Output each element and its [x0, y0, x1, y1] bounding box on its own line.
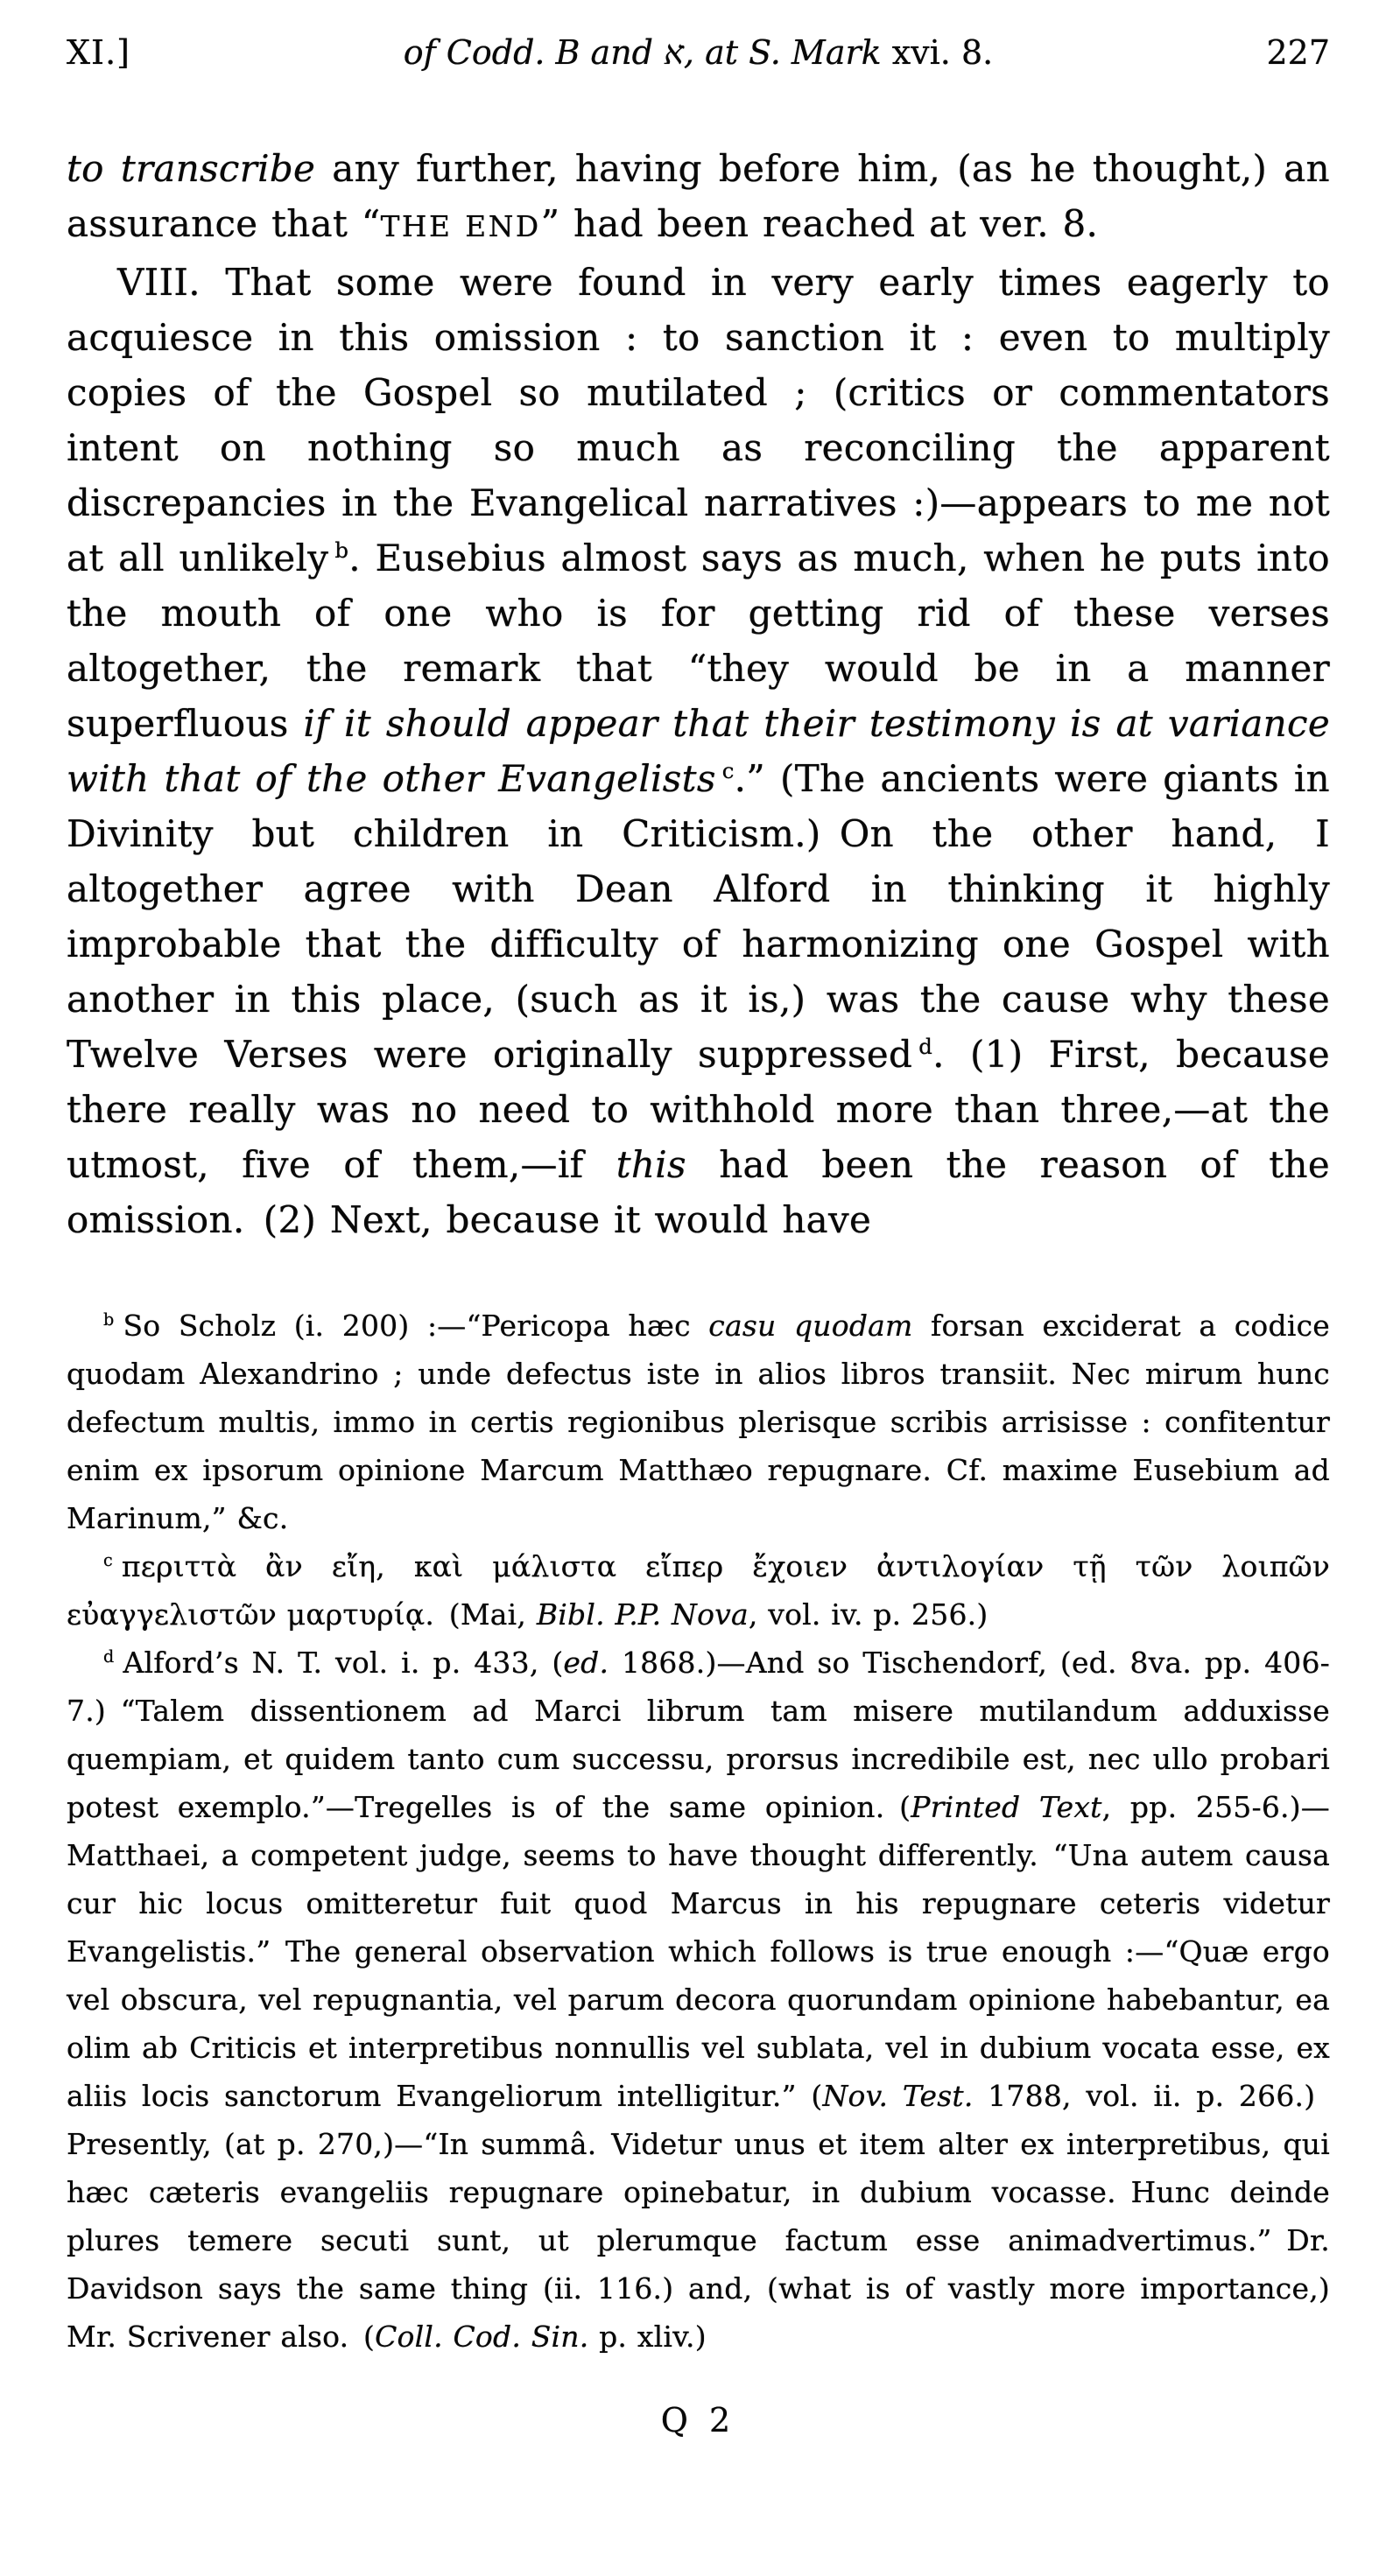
footnotes: [67, 1302, 1330, 2361]
text-run: if it should appear that their testimony is at variance with that of the other Evangelists: [67, 702, 1331, 800]
footnote: [67, 1639, 1330, 2361]
header-running-title: [172, 33, 1225, 73]
body-text: [67, 141, 1330, 1247]
footnote-marker: c: [103, 1550, 113, 1570]
text-run: , pp. 255-6.)—Matthaei, a competent judge, seems to have thought differently. “Una autem causa cur hic locus omitteretur fuit quod Marcus in his repugnare ceteris videtur Evangelistis.” The general observation which follows is true enough :—“Quæ ergo vel obscura, vel repugnantia, vel parum decora quorundam opinione habebantur, ea olim ab Criticis et interpretibus nonnullis vel sublata, vel in dubium vocata esse, ex aliis locis sanctorum Evangeliorum intelligitur.” (: [67, 1790, 1330, 2113]
text-run: casu quodam: [708, 1309, 913, 1343]
footnote-ref: b: [334, 537, 349, 563]
footnote-ref: d: [918, 1034, 933, 1059]
footnote: [67, 1302, 1330, 1542]
paragraph: [67, 141, 1330, 255]
page-header: [67, 33, 1330, 73]
text-run: Nov. Test.: [822, 2079, 974, 2113]
text-run: any further, having before him, (as he thought,) an assurance that “: [67, 147, 1330, 245]
text-run: 1788, vol. ii. p. 266.) Presently, (at p. 270,)—“In summâ. Videtur unus et item alter ex interpretibus, qui hæc cæteris evangeliis repugnare opinebatur, in dubium vocasse. Hunc deinde plures temere secuti sunt, ut plerumque factum esse animadvertimus.” Dr. Davidson says the same thing (ii. 116.) and, (what is of vastly more importance,) Mr. Scrivener also. (: [67, 2079, 1330, 2354]
text-run: Alford’s N. T. vol. i. p. 433, (: [123, 1646, 564, 1680]
running-title-verse: xvi. 8.: [881, 33, 994, 72]
text-run: ” had been reached at ver. 8.: [540, 202, 1099, 245]
text-run: .” (The ancients were giants in Divinity but children in Criticism.) On the other hand, I altogether agree with Dean Alford in thinking it highly improbable that the difficulty of harmonizing one Gospel with another in this place, (such as it is,) was the cause why these Twelve Verses were originally suppressed: [67, 757, 1330, 1076]
text-run: Bibl. P.P. Nova: [536, 1597, 749, 1632]
header-section-number: XI.]: [67, 33, 130, 72]
text-run: this: [616, 1143, 686, 1186]
signature-mark: Q 2: [660, 2401, 736, 2439]
footnote-marker: d: [103, 1646, 115, 1667]
footnote: [67, 1542, 1330, 1639]
text-run: . Eusebius almost says as much, when he puts into the mouth of one who is for getting rid of these verses altogether, the remark that “they would be in a manner superfluous: [67, 537, 1330, 745]
text-run: had been the reason of the omission. (2) Next, because it would have: [67, 1143, 1330, 1241]
text-run: ed.: [563, 1646, 609, 1680]
text-run: THE END: [380, 210, 541, 243]
header-page-number: 227: [1266, 33, 1330, 72]
text-run: Coll. Cod. Sin.: [375, 2320, 589, 2354]
footnote-marker: b: [103, 1309, 115, 1330]
text-run: forsan exciderat a codice quodam Alexandrino ; unde defectus iste in alios libros transiit. Nec mirum hunc defectum multis, immo in certis regionibus plerisque scribis arrisisse : confitentur enim ex ipsorum opinione Marcum Matthæo repugnare. Cf. maxime Eusebium ad Marinum,” &c.: [67, 1309, 1330, 1535]
paragraph: [67, 255, 1330, 1247]
text-run: VIII. That some were found in very early times eagerly to acquiesce in this omission : to sanction it : even to multiply copies of the Gospel so mutilated ; (critics or commentators intent on nothing so much as reconciling the apparent discrepancies in the Evangelical narratives :)—appears to me not at all unlikely: [67, 261, 1330, 579]
footnote-ref: c: [721, 758, 735, 783]
text-run: Printed Text: [911, 1790, 1102, 1824]
text-run: . (1) First, because there really was no need to withhold more than three,—at the utmost, five of them,—if: [67, 1033, 1330, 1186]
text-run: to transcribe: [67, 147, 316, 190]
text-run: , vol. iv. p. 256.): [748, 1597, 988, 1632]
text-run: p. xliv.): [588, 2320, 707, 2354]
text-run: So Scholz (i. 200) :—“Pericopa hæc: [123, 1309, 709, 1343]
text-run: περιττὰ ἂν εἴη, καὶ μάλιστα εἴπερ ἔχοιεν ἀντιλογίαν τῇ τῶν λοιπῶν εὐαγγελιστῶν μαρτυρίᾳ. (Mai,: [67, 1549, 1330, 1632]
running-title-italic: of Codd. B and א, at S. Mark: [403, 33, 882, 72]
text-run: 1868.)—And so Tischendorf, (ed. 8va. pp. 406-7.) “Talem dissentionem ad Marci librum tam misere mutilandum adduxisse quempiam, et quidem tanto cum successu, prorsus incredibile est, nec ullo probari potest exemplo.”—Tregelles is of the same opinion. (: [67, 1646, 1331, 1824]
